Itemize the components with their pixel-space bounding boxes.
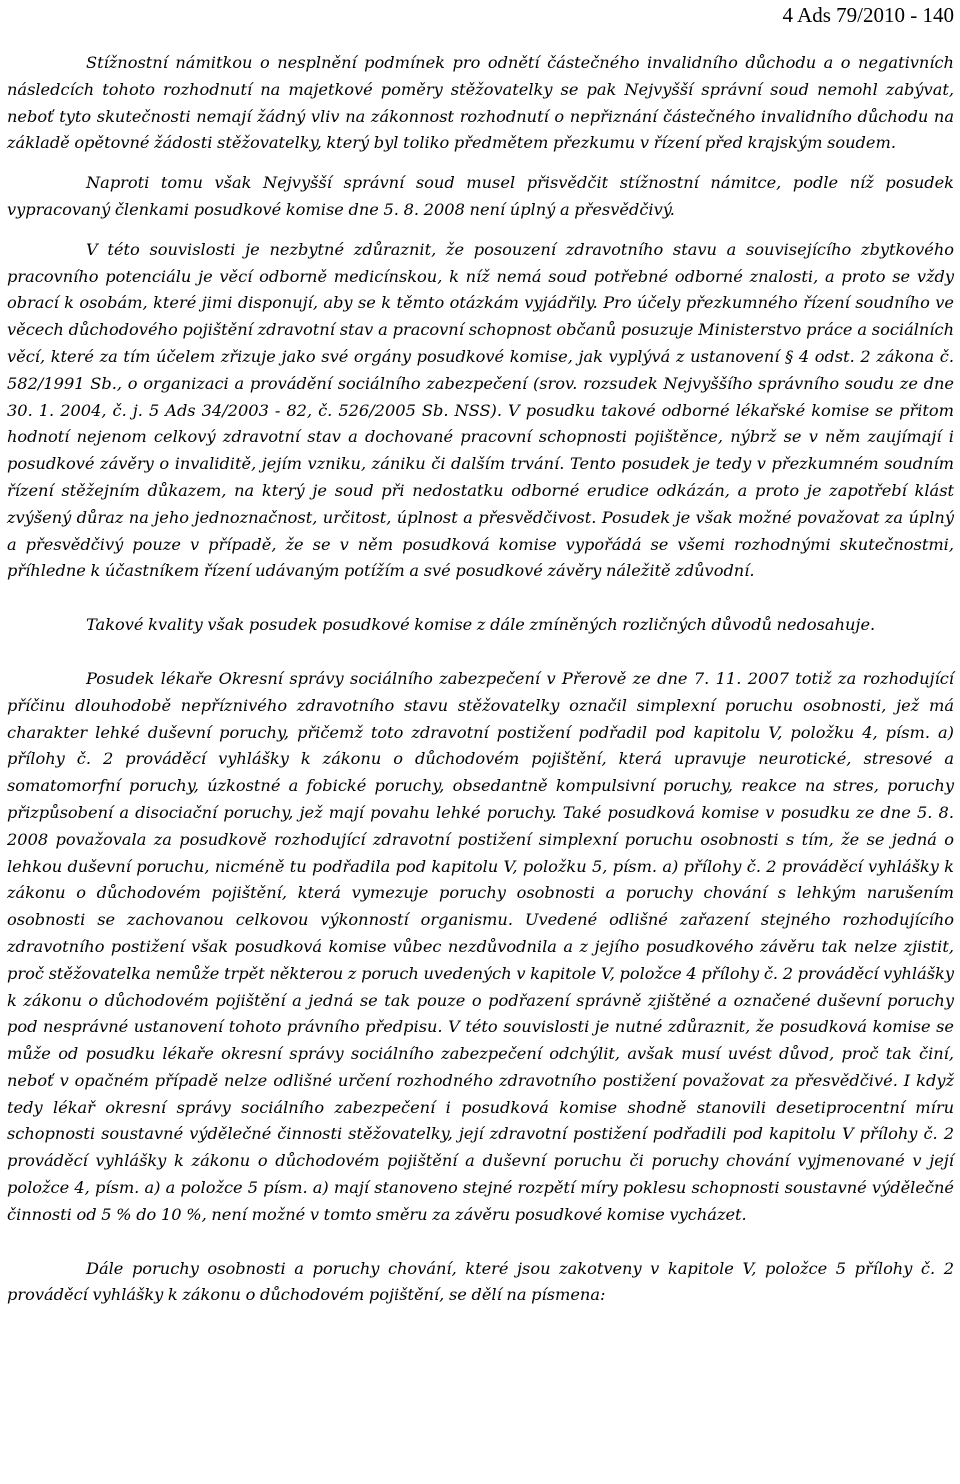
paragraph-complaint-objection: Stížnostní námitkou o nesplnění podmínek pro odnětí částečného invalidního důchodu a o negativních následcích tohoto rozhodnutí na majetkové poměry stěžovatelky se pak Nejvyšší správní soud nemohl zabývat, neboť tyto skutečnosti nemají žádný vliv na zákonnost rozhodnutí o nepřiznání částečného invalidního důchodu na základě opětovné žádosti stěžovatelky, který byl toliko předmětem přezkumu v řízení před krajským soudem. — [7, 53, 954, 153]
paragraph-medical-opinion: Posudek lékaře Okresní správy sociálního zabezpečení v Přerově ze dne 7. 11. 2007 totiž za rozhodující příčinu dlouhodobě nepříznivého zdravotního stavu stěžovatelky označil simplexní poruchu osobnosti, jež má charakter lehké duševní poruchy, přičemž toto zdravotní postižení podřadil pod kapitolu V, položku 4, písm. a) přílohy č. 2 prováděcí vyhlášky k zákonu o důchodovém pojištění, která upravuje neurotické, stresové a somatomorfní poruchy, úzkostné a fobické poruchy, obsedantně kompulsivní poruchy, reakce na stres, poruchy přizpůsobení a disociační poruchy, jež mají povahu lehké poruchy. Také posudková komise v posudku ze dne 5. 8. 2008 považovala za posudkově rozhodující zdravotní postižení simplexní poruchu osobnosti s tím, že se jedná o lehkou duševní poruchu, nicméně tu podřadila pod kapitolu V, položku 5, písm. a) přílohy č. 2 prováděcí vyhlášky k zákonu o důchodovém pojištění, která vymezuje poruchy osobnosti a poruchy chování s lehkým narušením osobnosti se zachovanou celkovou výkonností organismu. Uvedené odlišné zařazení stejného rozhodujícího zdravotního postižení však posudková komise vůbec nezdůvodnila a z jejího posudkového závěru tak nelze zjistit, proč stěžovatelka nemůže trpět některou z poruch uvedených v kapitole V, položce 4 přílohy č. 2 prováděcí vyhlášky k zákonu o důchodovém pojištění a jedná se tak pouze o podřazení správně zjištěné a označené duševní poruchy pod nesprávné ustanovení tohoto právního předpisu. V této souvislosti je nutné zdůraznit, že posudková komise se může od posudku lékaře okresní správy sociálního zabezpečení odchýlit, avšak musí uvést důvod, proč tak činí, neboť v opačném případě nelze odlišné určení rozhodného zdravotního postižení považovat za přesvědčivé. I když tedy lékař okresní správy sociálního zabezpečení i posudková komise shodně stanovili desetiprocentní míru schopnosti soustavné výdělečné činnosti stěžovatelky, její zdravotní postižení podřadili pod kapitolu V přílohy č. 2 prováděcí vyhlášky k zákonu o důchodovém pojištění a duševní poruchu či poruchy chování vyjmenované v její položce 4, písm. a) a položce 5 písm. a) mají stanoveno stejné rozpětí míry poklesu schopnosti soustavné výdělečné činnosti od 5 % do 10 %, není možné v tomto směru za závěru posudkové komise vycházet. — [7, 668, 954, 1224]
paragraph-court-agreement: Naproti tomu však Nejvyšší správní soud musel přisvědčit stížnostní námitce, podle níž posudek vypracovaný členkami posudkové komise dne 5. 8. 2008 není úplný a přesvědčivý. — [7, 173, 954, 219]
page-header-case-number: 4 Ads 79/2010 - 140 — [782, 3, 954, 27]
paragraph-personality-disorders: Dále poruchy osobnosti a poruchy chování, které jsou zakotveny v kapitole V, položce 5 přílohy č. 2 prováděcí vyhlášky k zákonu o důchodovém pojištění, se dělí na písmena: — [7, 1258, 954, 1305]
paragraph-quality-deficiency: Takové kvality však posudek posudkové komise z dále zmíněných rozličných důvodů nedosahuje. — [86, 615, 876, 635]
paragraph-health-assessment: V této souvislosti je nezbytné zdůraznit, že posouzení zdravotního stavu a souvisejícího zbytkového pracovního potenciálu je věcí odborně medicínskou, k níž nemá soud potřebné odborné znalosti, a proto se vždy obrací k osobám, které jimi disponují, aby se k těmto otázkám vyjádřily. Pro účely přezkumného řízení soudního ve věcech důchodového pojištění zdravotní stav a pracovní schopnost občanů posuzuje Ministerstvo práce a sociálních věcí, které za tím účelem zřizuje jako své orgány posudkové komise, jak vyplývá z ustanovení § 4 odst. 2 zákona č. 582/1991 Sb., o organizaci a provádění sociálního zabezpečení (srov. rozsudek Nejvyššího správního soudu ze dne 30. 1. 2004, č. j. 5 Ads 34/2003 - 82, č. 526/2005 Sb. NSS). V posudku takové odborné lékařské komise se přitom hodnotí nejenom celkový zdravotní stav a dochované pracovní schopnosti pojištěnce, nýbrž se v něm zaujímají i posudkové závěry o invaliditě, jejím vzniku, zániku či dalším trvání. Tento posudek je tedy v přezkumném soudním řízení stěžejním důkazem, na který je soud při nedostatku odborné erudice odkázán, a proto je zapotřebí klást zvýšený důraz na jeho jednoznačnost, určitost, úplnost a přesvědčivost. Posudek je však možné považovat za úplný a přesvědčivý pouze v případě, že se v něm posudková komise vypořádá se všemi rozhodnými skutečnostmi, příhledne k účastníkem řízení udávaným potížím a své posudkové závěry náležitě zdůvodní. — [7, 239, 954, 581]
document-body — [7, 50, 954, 1309]
